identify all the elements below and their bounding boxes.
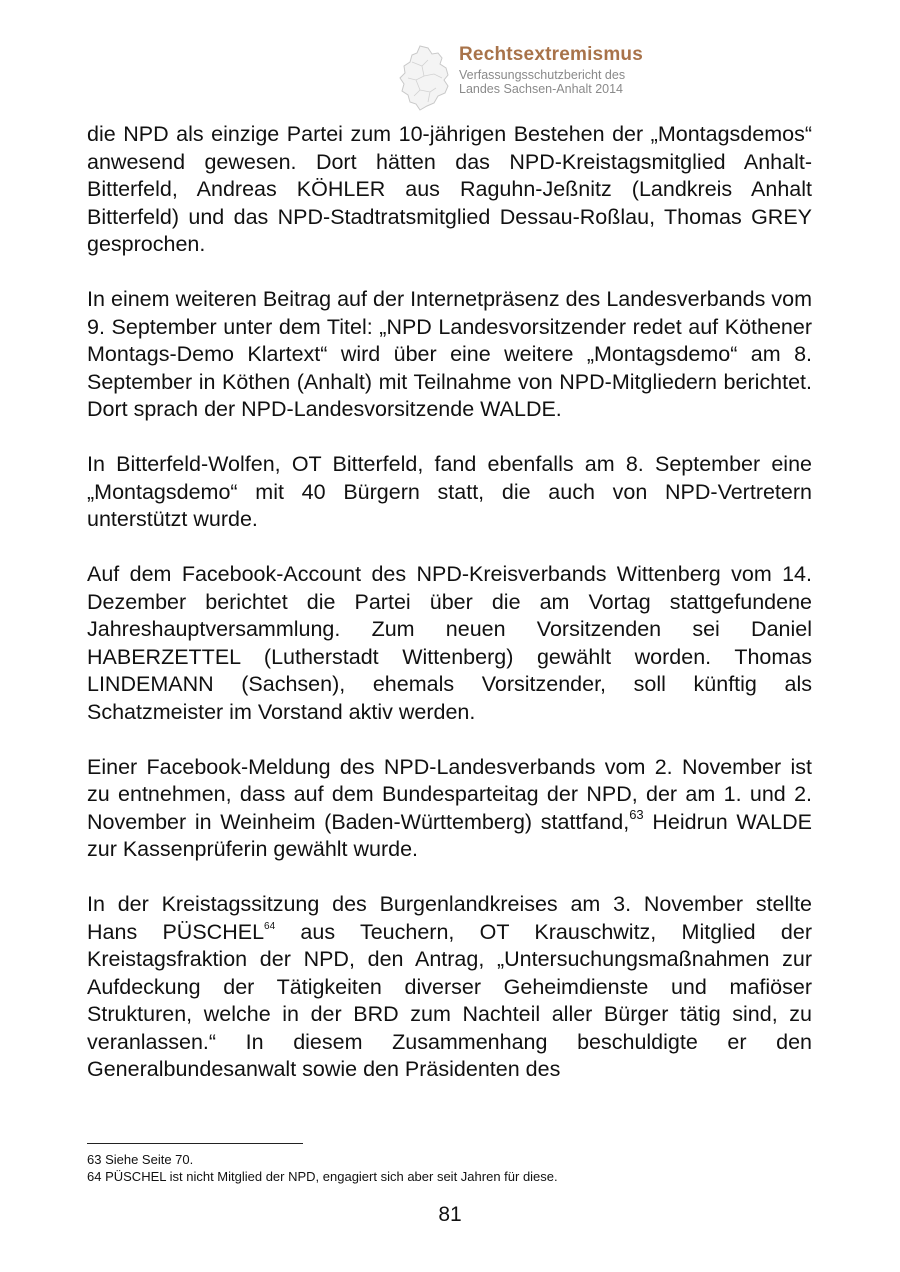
paragraph-6 bbox=[87, 891, 812, 1084]
paragraph-2: In einem weiteren Beitrag auf der Internetpräsenz des Landesverbands vom 9. September unter dem Titel: „NPD Landesvorsitzender redet auf Köthener Montags-Demo Klartext“ wird über eine weitere „Montagsdemo“ am 8. September in Köthen (Anhalt) mit Teilnahme von NPD-Mitgliedern berichtet. Dort sprach der NPD-Landesvorsitzende WALDE. bbox=[87, 287, 812, 421]
footnote-separator bbox=[87, 1143, 303, 1144]
footnote-ref-64: 64 bbox=[264, 921, 276, 933]
footnote-63: 63 Siehe Seite 70. bbox=[87, 1152, 194, 1167]
paragraph-5-text-a: Einer Facebook-Meldung des NPD-Landesverbands vom 2. November ist zu entnehmen, dass auf dem Bundesparteitag der NPD, der am 1. und 2. November in Weinheim (Baden-Württemberg) stattfand, bbox=[87, 754, 812, 834]
paragraph-4: Auf dem Facebook-Account des NPD-Kreisverbands Wittenberg vom 14. Dezember berichtet die Partei über die am Vortag stattgefundene Jahreshauptversammlung. Zum neuen Vorsitzenden sei Daniel HABERZETTEL (Lutherstadt Wittenberg) gewählt worden. Thomas LINDEMANN (Sachsen), ehemals Vorsitzender, soll künftig als Schatzmeister im Vorstand aktiv werden. bbox=[87, 562, 812, 724]
footnote-ref-63: 63 bbox=[629, 807, 644, 823]
paragraph-1: die NPD als einzige Partei zum 10-jährigen Bestehen der „Montagsdemos“ anwesend gewesen. Dort hätten das NPD-Kreistagsmitglied Anhalt-Bitterfeld, Andreas KÖHLER aus Raguhn-Jeßnitz (Landkreis Anhalt Bitterfeld) und das NPD-Stadtratsmitglied Dessau-Roßlau, Thomas GREY gesprochen. bbox=[87, 122, 812, 256]
header-subtitle-line1: Verfassungsschutzbericht des bbox=[459, 68, 626, 82]
paragraph-6-text-a: In der Kreistagssitzung des Burgenlandkreises am 3. November stellte Hans PÜSCHEL bbox=[87, 892, 812, 944]
paragraph-3: In Bitterfeld-Wolfen, OT Bitterfeld, fand ebenfalls am 8. September eine „Montagsdemo“ mit 40 Bürgern statt, die auch von NPD-Vertretern unterstützt wurde. bbox=[87, 452, 812, 531]
footnotes bbox=[87, 1151, 558, 1185]
page-header bbox=[398, 40, 698, 112]
paragraph-6-text-b: aus Teuchern, OT Krauschwitz, Mitglied der Kreistagsfraktion der NPD, den Antrag, „Untersuchungsmaßnahmen zur Aufdeckung der Tätigkeiten diverser Geheimdienste und mafiöser Strukturen, welche in der BRD zum Nachteil aller Bürger tätig sind, zu veranlassen.“ In diesem Zusammenhang beschuldigte er den Generalbundesanwalt sowie den Präsidenten des bbox=[87, 919, 812, 1081]
footnote-64: 64 PÜSCHEL ist nicht Mitglied der NPD, engagiert sich aber seit Jahren für diese. bbox=[87, 1169, 558, 1184]
page-number: 81 bbox=[438, 1203, 462, 1226]
paragraph-5-text-b: Heidrun WALDE zur Kassenprüferin gewählt wurde. bbox=[87, 809, 812, 861]
saxony-anhalt-map-logo bbox=[398, 44, 456, 112]
body-text bbox=[87, 121, 812, 1111]
header-title: Rechtsextremismus bbox=[459, 44, 643, 65]
paragraph-5 bbox=[87, 754, 812, 864]
header-subtitle-line2: Landes Sachsen-Anhalt 2014 bbox=[459, 82, 624, 96]
